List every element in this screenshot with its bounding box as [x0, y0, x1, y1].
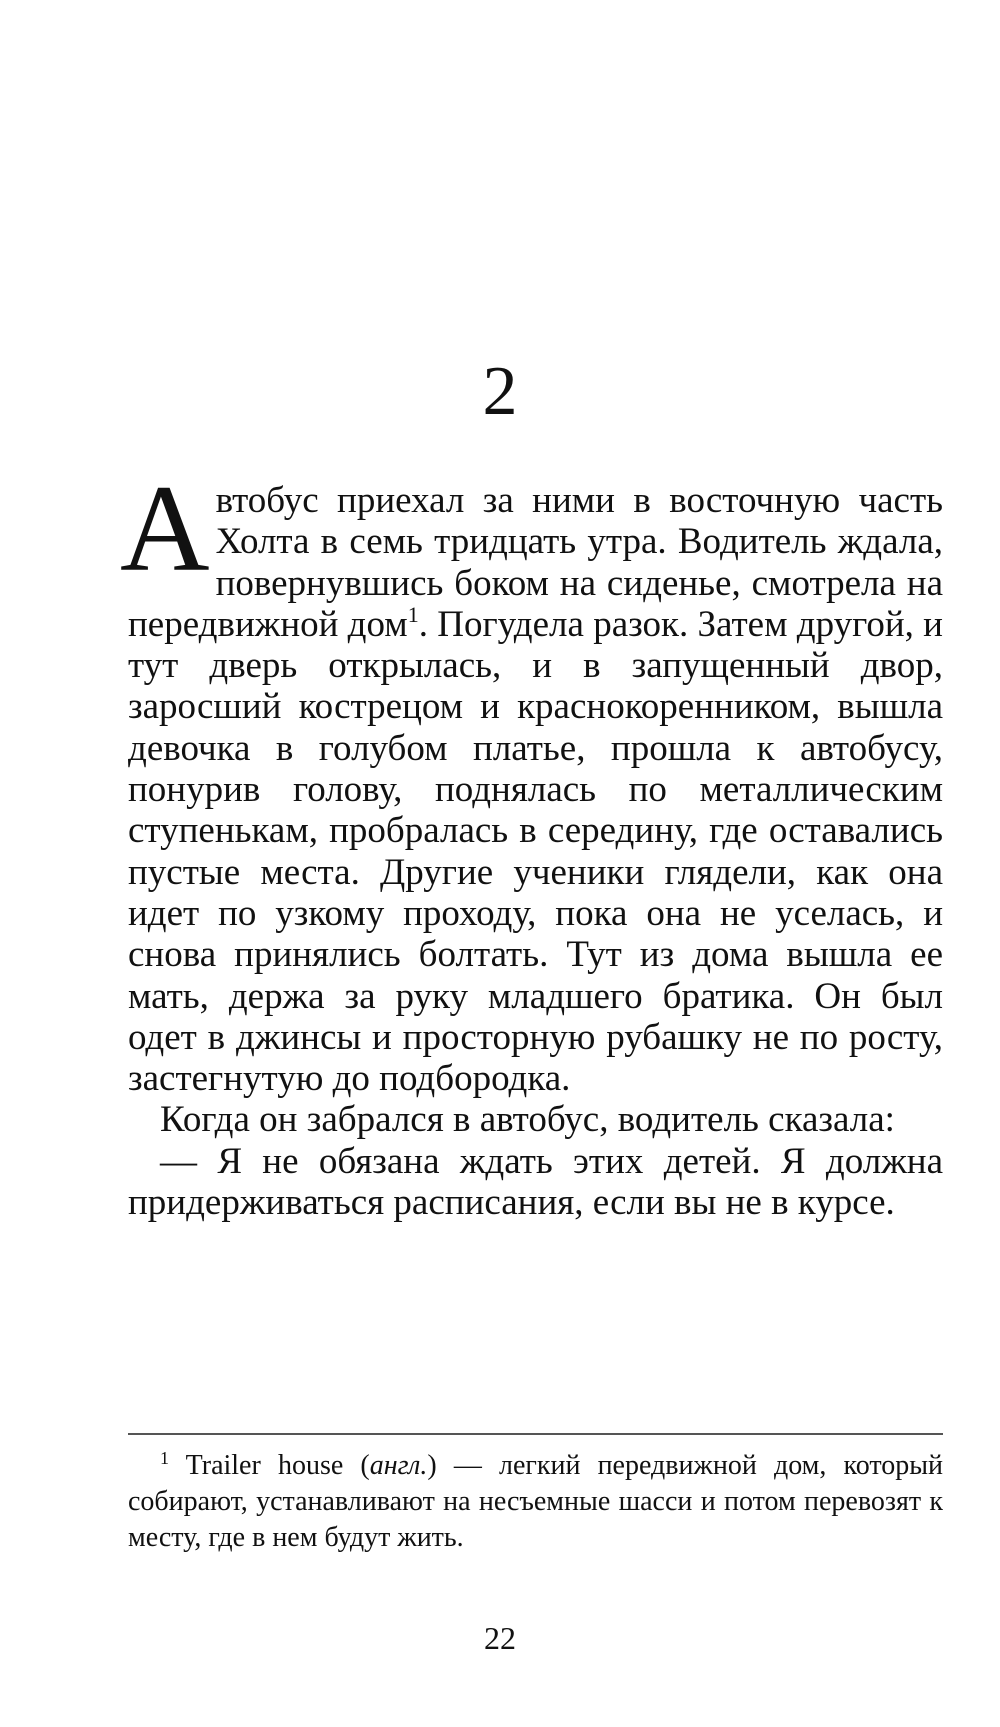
page-number: 22	[484, 1620, 516, 1656]
paragraph-3: — Я не обязана ждать этих детей. Я должна придерживаться расписания, если вы не в курсе.	[128, 1140, 943, 1224]
footnote-reference: 1	[407, 601, 419, 627]
paragraph-2: Когда он забрался в автобус, водитель сказала:	[160, 1099, 895, 1141]
footnote-marker: 1	[160, 1448, 169, 1468]
paragraph-1	[120, 460, 943, 1100]
paragraph-1-text-end: . Погудела разок. Затем другой, и тут дверь открылась, и в запущенный двор, заросший кострецом и краснокоренником, вышла девочка в голубом платье, прошла к автобусу, понурив голову, поднялась по металлическим ступенькам, пробралась в середину, где оставались пустые места. Другие ученики глядели, как она идет по узкому проходу, пока она не уселась, и снова принялись болтать. Тут из дома вышла ее мать, держа за руку младшего братика. Он был одет в джинсы и просторную рубашку не по росту, застегнутую до подбородка.	[128, 603, 943, 1100]
footnote-italic: англ.	[369, 1450, 428, 1481]
footnote-divider	[128, 1433, 943, 1435]
footnote-text-start: Trailer house (	[169, 1450, 370, 1481]
footnote-text	[128, 1448, 943, 1556]
drop-cap: А	[120, 460, 210, 597]
body-text	[120, 460, 943, 1224]
footnote	[128, 1448, 943, 1556]
chapter-number: 2	[482, 353, 518, 430]
footnote-text-end: ) — легкий передвижной дом, который собирают, устанавливают на несъемные шасси и потом перевозят к месту, где в нем будут жить.	[128, 1450, 943, 1553]
paragraph-1-text-start: втобус приехал за ними в восточную часть Холта в семь тридцать утра. Водитель ждала, повернувшись боком на сиденье, смотрела на передвижной дом	[128, 480, 943, 645]
